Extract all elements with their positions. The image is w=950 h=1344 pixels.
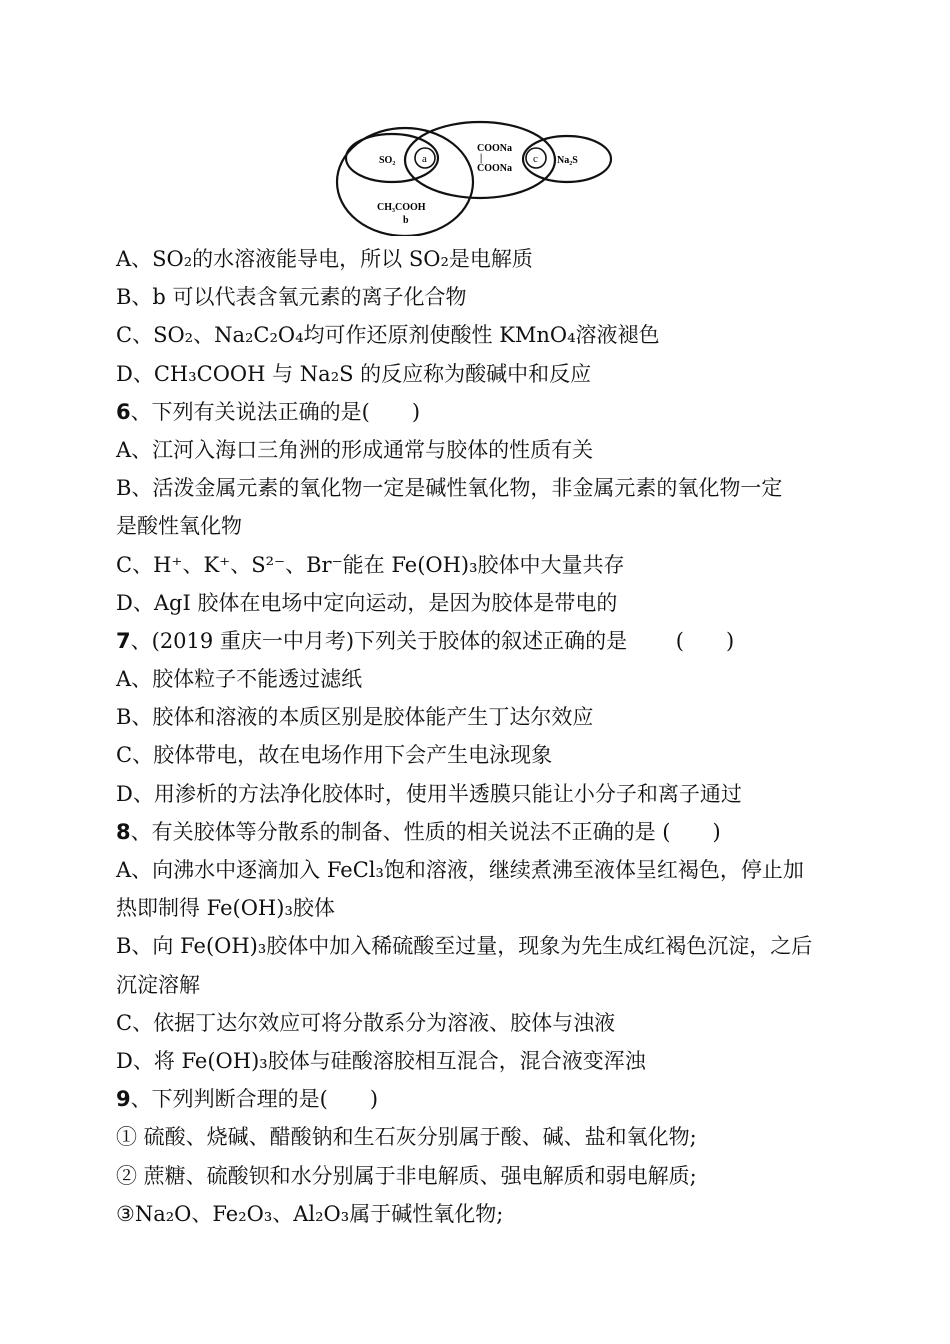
text-line: [116, 1195, 916, 1233]
label-na2s: Na₂S: [557, 155, 578, 166]
label-coona-top: COONa: [477, 143, 512, 154]
label-coona-bottom: COONa: [477, 163, 512, 174]
line-text: 是酸性氧化物: [116, 514, 242, 539]
line-text: 、下列判断合理的是( ): [130, 1087, 379, 1112]
text-line: [116, 1118, 916, 1156]
text-line: [116, 316, 916, 354]
line-text: 、(2019 重庆一中月考)下列关于胶体的叙述正确的是 ( ): [130, 628, 735, 653]
line-text: ② 蔗糖、硫酸钡和水分别属于非电解质、强电解质和弱电解质;: [116, 1163, 697, 1188]
line-text: A、向沸水中逐滴加入 FeCl₃饱和溶液，继续煮沸至液体呈红褐色，停止加: [116, 858, 804, 882]
label-coona-bond: |: [480, 153, 483, 164]
text-line: [116, 851, 916, 889]
line-text: D、AgI 胶体在电场中定向运动，是因为胶体是带电的: [116, 590, 618, 615]
label-b: b: [403, 215, 409, 226]
line-text: A、SO₂的水溶液能导电，所以 SO₂是电解质: [116, 247, 533, 271]
text-line: [116, 775, 916, 813]
line-text: B、胶体和溶液的本质区别是胶体能产生丁达尔效应: [116, 705, 594, 730]
question-number: 6: [116, 399, 131, 424]
text-line: [116, 698, 916, 736]
text-line: [116, 1004, 916, 1042]
line-text: B、活泼金属元素的氧化物一定是碱性氧化物，非金属元素的氧化物一定: [116, 476, 783, 501]
question-line: [116, 1080, 916, 1118]
text-line: [116, 355, 916, 393]
text-line: [116, 1157, 916, 1195]
text-line: [116, 660, 916, 698]
question-line: [116, 393, 916, 431]
question-number: 8: [116, 819, 131, 844]
label-ch3cooh: CH₃COOH: [377, 202, 426, 213]
text-line: [116, 240, 916, 278]
line-text: ① 硫酸、烧碱、醋酸钠和生石灰分别属于酸、碱、盐和氧化物;: [116, 1125, 697, 1150]
text-line: [116, 1042, 916, 1080]
line-text: ③Na₂O、Fe₂O₃、Al₂O₃属于碱性氧化物;: [116, 1201, 504, 1226]
question-number: 7: [116, 628, 131, 653]
question-line: [116, 813, 916, 851]
text-line: [116, 469, 916, 507]
line-text: D、用渗析的方法净化胶体时，使用半透膜只能让小分子和离子通过: [116, 781, 742, 806]
line-text: A、胶体粒子不能透过滤纸: [116, 667, 363, 692]
line-text: 、有关胶体等分散系的制备、性质的相关说法不正确的是 ( ): [130, 819, 721, 844]
text-line: [116, 927, 916, 965]
line-text: D、CH₃COOH 与 Na₂S 的反应称为酸碱中和反应: [116, 361, 592, 386]
label-so2: SO₂: [379, 155, 396, 166]
line-text: C、胶体带电，故在电场作用下会产生电泳现象: [116, 743, 553, 768]
label-c: c: [533, 153, 538, 165]
venn-diagram: [330, 118, 620, 236]
line-text: D、将 Fe(OH)₃胶体与硅酸溶胶相互混合，混合液变浑浊: [116, 1048, 646, 1073]
text-line: [116, 278, 916, 316]
line-text: C、SO₂、Na₂C₂O₄均可作还原剂使酸性 KMnO₄溶液褪色: [116, 323, 660, 348]
question-number: 9: [116, 1087, 131, 1112]
text-line: [116, 584, 916, 622]
line-text: 沉淀溶解: [116, 972, 200, 997]
label-a: a: [422, 153, 427, 165]
text-line: [116, 431, 916, 469]
question-text: [116, 240, 916, 1233]
line-text: C、H⁺、K⁺、S²⁻、Br⁻能在 Fe(OH)₃胶体中大量共存: [116, 552, 625, 577]
line-text: 热即制得 Fe(OH)₃胶体: [116, 896, 335, 921]
line-text: 、下列有关说法正确的是( ): [130, 399, 421, 424]
question-line: [116, 622, 916, 660]
line-text: B、b 可以代表含氧元素的离子化合物: [116, 285, 467, 310]
venn-diagram-svg: [330, 118, 620, 236]
text-line: [116, 966, 916, 1004]
text-line: [116, 507, 916, 545]
line-text: C、依据丁达尔效应可将分散系分为溶液、胶体与浊液: [116, 1010, 616, 1035]
text-line: [116, 546, 916, 584]
text-line: [116, 736, 916, 774]
line-text: B、向 Fe(OH)₃胶体中加入稀硫酸至过量，现象为先生成红褐色沉淀，之后: [116, 934, 813, 959]
text-line: [116, 889, 916, 927]
line-text: A、江河入海口三角洲的形成通常与胶体的性质有关: [116, 437, 594, 462]
